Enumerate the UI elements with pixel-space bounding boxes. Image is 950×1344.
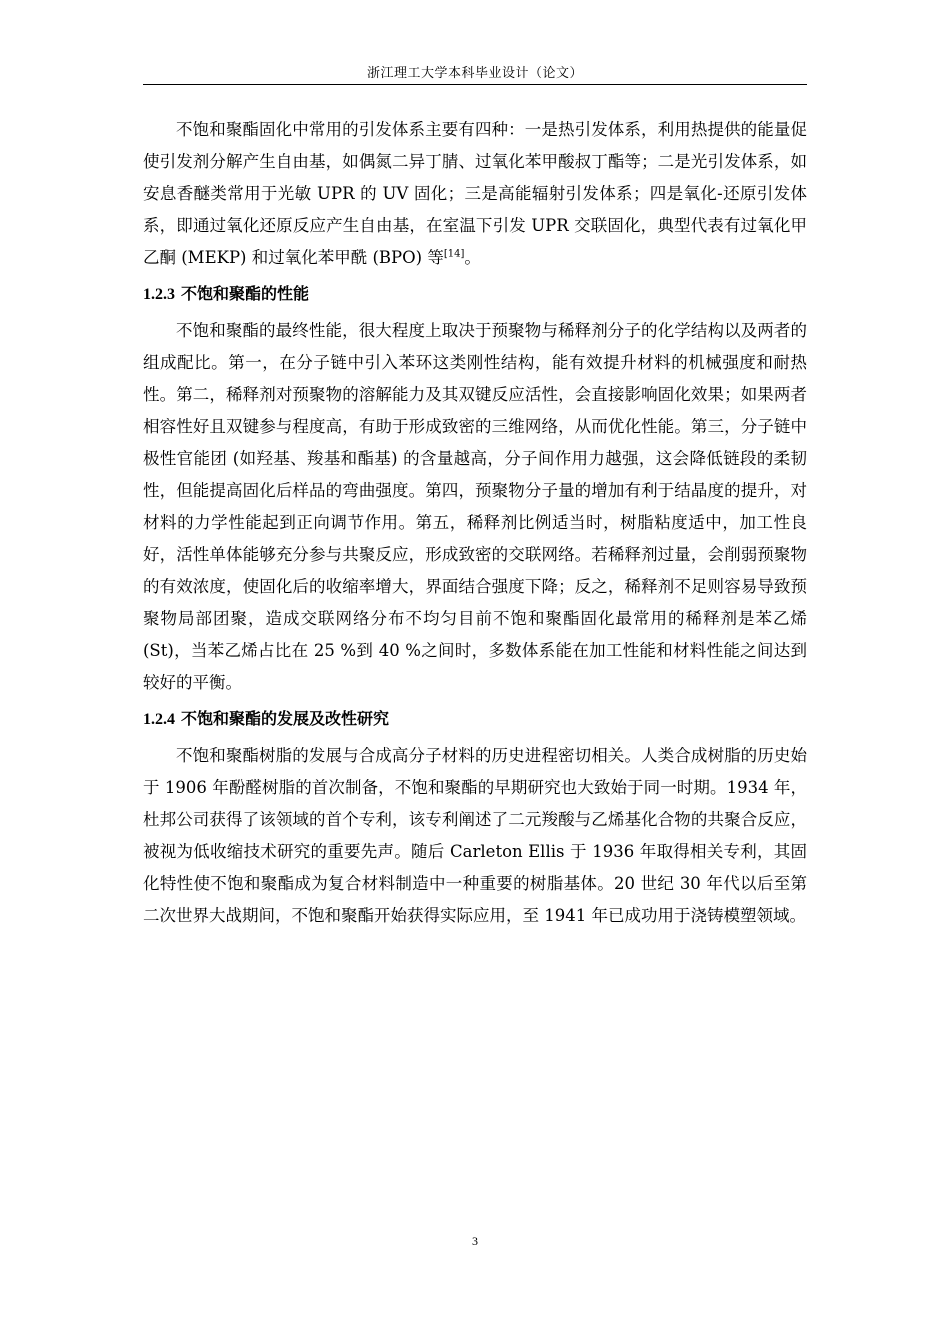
section-title: 不饱和聚酯的性能 — [181, 284, 310, 303]
section-heading-properties — [143, 274, 807, 315]
document-body — [143, 114, 807, 932]
section-title: 不饱和聚酯的发展及改性研究 — [181, 709, 390, 728]
page-header: 浙江理工大学本科毕业设计（论文） — [366, 66, 583, 81]
section-number: 1.2.4 — [143, 711, 175, 728]
paragraph-properties: 不饱和聚酯的最终性能，很大程度上取决于预聚物与稀释剂分子的化学结构以及两者的组成配比。第一，在分子链中引入苯环这类刚性结构，能有效提升材料的机械强度和耐热性。第二，稀释剂对预聚物的溶解能力及其双键反应活性，会直接影响固化效果；如果两者相容性好且双键参与程度高，有助于形成致密的三维网络，从而优化性能。第三，分子链中极性官能团 (如羟基、羧基和酯基) 的含量越高，分子间作用力越强，这会降低链段的柔韧性，但能提高固化后样品的弯曲强度。第四，预聚物分子量的增加有利于结晶度的提升，对材料的力学性能起到正向调节作用。第五，稀释剂比例适当时，树脂粘度适中，加工性良好，活性单体能够充分参与共聚反应，形成致密的交联网络。若稀释剂过量，会削弱预聚物的有效浓度，使固化后的收缩率增大，界面结合强度下降；反之，稀释剂不足则容易导致预聚物局部团聚，造成交联网络分布不均匀目前不饱和聚酯固化最常用的稀释剂是苯乙烯 (St)，当苯乙烯占比在 25 %到 40 %之间时，多数体系能在加工性能和材料性能之间达到较好的平衡。 — [143, 321, 807, 692]
header-divider — [143, 84, 807, 85]
paragraph-text: 不饱和聚酯固化中常用的引发体系主要有四种：一是热引发体系，利用热提供的能量促使引发剂分解产生自由基，如偶氮二异丁腈、过氧化苯甲酸叔丁酯等；二是光引发体系，如安息香醚类常用于光敏 UPR 的 UV 固化；三是高能辐射引发体系；四是氧化-还原引发体系，即通过氧化还原反应产生自由基，在室温下引发 UPR 交联固化，典型代表有过氧化甲乙酮 (MEKP) 和过氧化苯甲酰 (BPO) 等 — [143, 120, 807, 267]
citation-marker[interactable]: [14] — [443, 248, 465, 260]
paragraph-development: 不饱和聚酯树脂的发展与合成高分子材料的历史进程密切相关。人类合成树脂的历史始于 1906 年酚醛树脂的首次制备，不饱和聚酯的早期研究也大致始于同一时期。1934 年，杜邦公司获得了该领域的首个专利，该专利阐述了二元羧酸与乙烯基化合物的共聚合反应，被视为低收缩技术研究的重要先声。随后 Carleton Ellis 于 1936 年取得相关专利，其固化特性使不饱和聚酯成为复合材料制造中一种重要的树脂基体。20 世纪 30 年代以后至第二次世界大战期间，不饱和聚酯开始获得实际应用，至 1941 年已成功用于浇铸模塑领域。 — [143, 746, 807, 925]
section-number: 1.2.3 — [143, 286, 175, 303]
paragraph-initiation-systems — [143, 114, 807, 274]
paragraph-end-punct: 。 — [464, 248, 481, 267]
section-heading-development — [143, 699, 807, 740]
page-number: 3 — [472, 1234, 478, 1248]
